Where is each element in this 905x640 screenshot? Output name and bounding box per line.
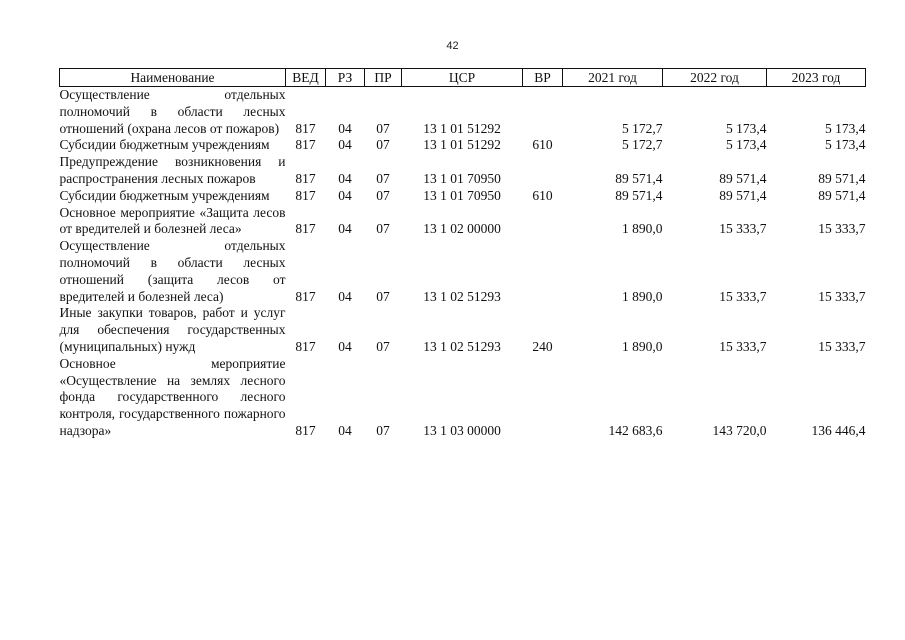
row-name: Субсидии бюджетным учреждениям xyxy=(59,137,270,153)
row-pr: 07 xyxy=(376,170,390,186)
row-csr: 13 1 01 70950 xyxy=(423,170,501,186)
row-csr: 13 1 01 51292 xyxy=(423,137,501,153)
row-2021: 1 890,0 xyxy=(622,338,663,354)
row-2023: 5 173,4 xyxy=(825,137,866,153)
row-pr: 07 xyxy=(376,338,390,354)
row-ved: 817 xyxy=(295,170,316,186)
row-ved: 817 xyxy=(295,288,316,304)
row-vr xyxy=(523,154,563,188)
row-name: Осуществление отдельных полномочий в области лесных отношений (защита лесов от вредителей и болезней леса) xyxy=(59,238,286,304)
row-pr: 07 xyxy=(376,137,390,153)
row-vr: 240 xyxy=(532,338,553,354)
row-ved: 817 xyxy=(295,422,316,438)
row-vr: 610 xyxy=(532,137,553,153)
table-row xyxy=(60,238,866,305)
row-2023: 136 446,4 xyxy=(811,422,866,438)
row-2021: 1 890,0 xyxy=(622,221,663,237)
header-name: Наименование xyxy=(60,69,286,87)
row-2021: 1 890,0 xyxy=(622,288,663,304)
row-2021: 5 172,7 xyxy=(622,137,663,153)
table-row xyxy=(60,205,866,239)
table-row xyxy=(60,188,866,205)
row-vr xyxy=(523,87,563,138)
table-row xyxy=(60,356,866,440)
row-pr: 07 xyxy=(376,288,390,304)
row-csr: 13 1 02 00000 xyxy=(423,221,501,237)
row-2021: 89 571,4 xyxy=(615,170,663,186)
row-2022: 15 333,7 xyxy=(719,338,767,354)
row-2023: 15 333,7 xyxy=(818,221,866,237)
header-csr: ЦСР xyxy=(402,69,523,87)
row-2022: 15 333,7 xyxy=(719,288,767,304)
table-row xyxy=(60,154,866,188)
row-2022: 5 173,4 xyxy=(726,120,767,136)
row-rz: 04 xyxy=(338,422,352,438)
budget-table xyxy=(59,68,866,440)
table-row xyxy=(60,305,866,355)
row-2023: 15 333,7 xyxy=(818,288,866,304)
row-rz: 04 xyxy=(338,170,352,186)
row-ved: 817 xyxy=(295,137,316,153)
row-csr: 13 1 02 51293 xyxy=(423,288,501,304)
row-2022: 89 571,4 xyxy=(719,187,767,203)
row-2023: 89 571,4 xyxy=(818,170,866,186)
row-2021: 5 172,7 xyxy=(622,120,663,136)
row-vr xyxy=(523,205,563,239)
header-ved: ВЕД xyxy=(286,69,326,87)
row-pr: 07 xyxy=(376,120,390,136)
row-csr: 13 1 01 51292 xyxy=(423,120,501,136)
row-pr: 07 xyxy=(376,221,390,237)
header-vr: ВР xyxy=(523,69,563,87)
row-rz: 04 xyxy=(338,221,352,237)
page-number: 42 xyxy=(446,40,459,52)
row-vr xyxy=(523,238,563,305)
row-rz: 04 xyxy=(338,137,352,153)
row-name: Основное мероприятие «Осуществление на землях лесного фонда государственного лесного контроля, государственного пожарного надзора» xyxy=(59,355,286,438)
row-name: Осуществление отдельных полномочий в области лесных отношений (охрана лесов от пожаров) xyxy=(59,87,286,136)
header-2022: 2022 год xyxy=(663,69,767,87)
header-2021: 2021 год xyxy=(563,69,663,87)
row-ved: 817 xyxy=(295,338,316,354)
row-ved: 817 xyxy=(295,221,316,237)
row-2021: 89 571,4 xyxy=(615,187,663,203)
row-rz: 04 xyxy=(338,187,352,203)
table-body xyxy=(60,87,866,440)
row-2023: 15 333,7 xyxy=(818,338,866,354)
row-name: Предупреждение возникновения и распространения лесных пожаров xyxy=(59,154,286,186)
row-2022: 143 720,0 xyxy=(712,422,767,438)
row-name: Основное мероприятие «Защита лесов от вредителей и болезней леса» xyxy=(59,204,286,237)
row-2022: 89 571,4 xyxy=(719,170,767,186)
row-2022: 15 333,7 xyxy=(719,221,767,237)
row-ved: 817 xyxy=(295,120,316,136)
table-header xyxy=(60,69,866,87)
row-name: Иные закупки товаров, работ и услуг для обеспечения государственных (муниципальных) нужд xyxy=(59,305,286,354)
row-rz: 04 xyxy=(338,120,352,136)
row-vr: 610 xyxy=(532,187,553,203)
table-row xyxy=(60,87,866,138)
header-2023: 2023 год xyxy=(767,69,866,87)
row-pr: 07 xyxy=(376,422,390,438)
table-row xyxy=(60,137,866,154)
row-pr: 07 xyxy=(376,187,390,203)
row-vr xyxy=(523,356,563,440)
row-rz: 04 xyxy=(338,288,352,304)
row-rz: 04 xyxy=(338,338,352,354)
row-2021: 142 683,6 xyxy=(608,422,663,438)
row-2022: 5 173,4 xyxy=(726,137,767,153)
row-csr: 13 1 03 00000 xyxy=(423,422,501,438)
row-csr: 13 1 01 70950 xyxy=(423,187,501,203)
header-pr: ПР xyxy=(365,69,402,87)
row-csr: 13 1 02 51293 xyxy=(423,338,501,354)
row-name: Субсидии бюджетным учреждениям xyxy=(59,187,270,203)
header-rz: РЗ xyxy=(326,69,365,87)
row-2023: 89 571,4 xyxy=(818,187,866,203)
row-ved: 817 xyxy=(295,187,316,203)
row-2023: 5 173,4 xyxy=(825,120,866,136)
